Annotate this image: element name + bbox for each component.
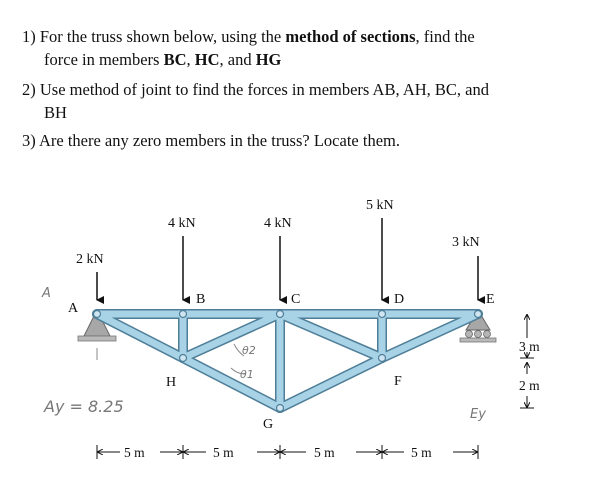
member-hg-label: HG <box>255 50 282 69</box>
reaction-ay-annotation: Ay = 8.25 <box>44 397 124 416</box>
dimension-3m: 3 m <box>519 339 540 354</box>
load-label-e: 3 kN <box>452 235 480 250</box>
node-label-g: G <box>263 417 274 432</box>
q1-bold-text: method of sections <box>285 27 416 46</box>
load-label-d: 5 kN <box>366 198 394 213</box>
load-label-c: 4 kN <box>264 216 292 231</box>
q1b-sep: , <box>186 50 195 69</box>
dimension-span-3: 5 m <box>314 445 335 460</box>
dimension-span-4: 5 m <box>411 445 432 460</box>
node-label-e: E <box>486 292 495 307</box>
load-label-a: 2 kN <box>76 252 104 267</box>
member-bc-label: BC <box>163 50 187 69</box>
member-hc-label: HC <box>194 50 220 69</box>
q1-text-end: , find the <box>415 27 475 46</box>
node-label-c: C <box>291 292 301 307</box>
dimension-span-1: 5 m <box>124 445 145 460</box>
question-3: 3) Are there any zero members in the truss? Locate them. <box>22 131 400 150</box>
node-label-b: B <box>196 292 206 307</box>
truss-joints <box>94 311 482 412</box>
angle-theta1-annotation: θ1 <box>240 368 254 381</box>
angle-theta2-annotation: θ2 <box>242 344 256 357</box>
margin-mark: A <box>42 286 51 301</box>
node-label-h: H <box>166 375 177 390</box>
q1b-sep-2: , and <box>219 50 256 69</box>
q1b-text: force in members <box>44 50 164 69</box>
node-label-d: D <box>394 292 405 307</box>
dimension-span-2: 5 m <box>213 445 234 460</box>
dimension-2m: 2 m <box>519 378 540 393</box>
node-label-a: A <box>68 301 79 316</box>
reaction-ey-annotation: Ey <box>470 407 486 422</box>
truss-members <box>97 314 478 408</box>
q1-text: 1) For the truss shown below, using the <box>22 27 286 46</box>
node-label-f: F <box>394 374 402 389</box>
question-2-line-2: BH <box>44 103 67 122</box>
load-label-b: 4 kN <box>168 216 196 231</box>
height-dimension <box>520 314 534 408</box>
question-2-line-1: 2) Use method of joint to find the forces in members AB, AH, BC, and <box>22 80 489 99</box>
